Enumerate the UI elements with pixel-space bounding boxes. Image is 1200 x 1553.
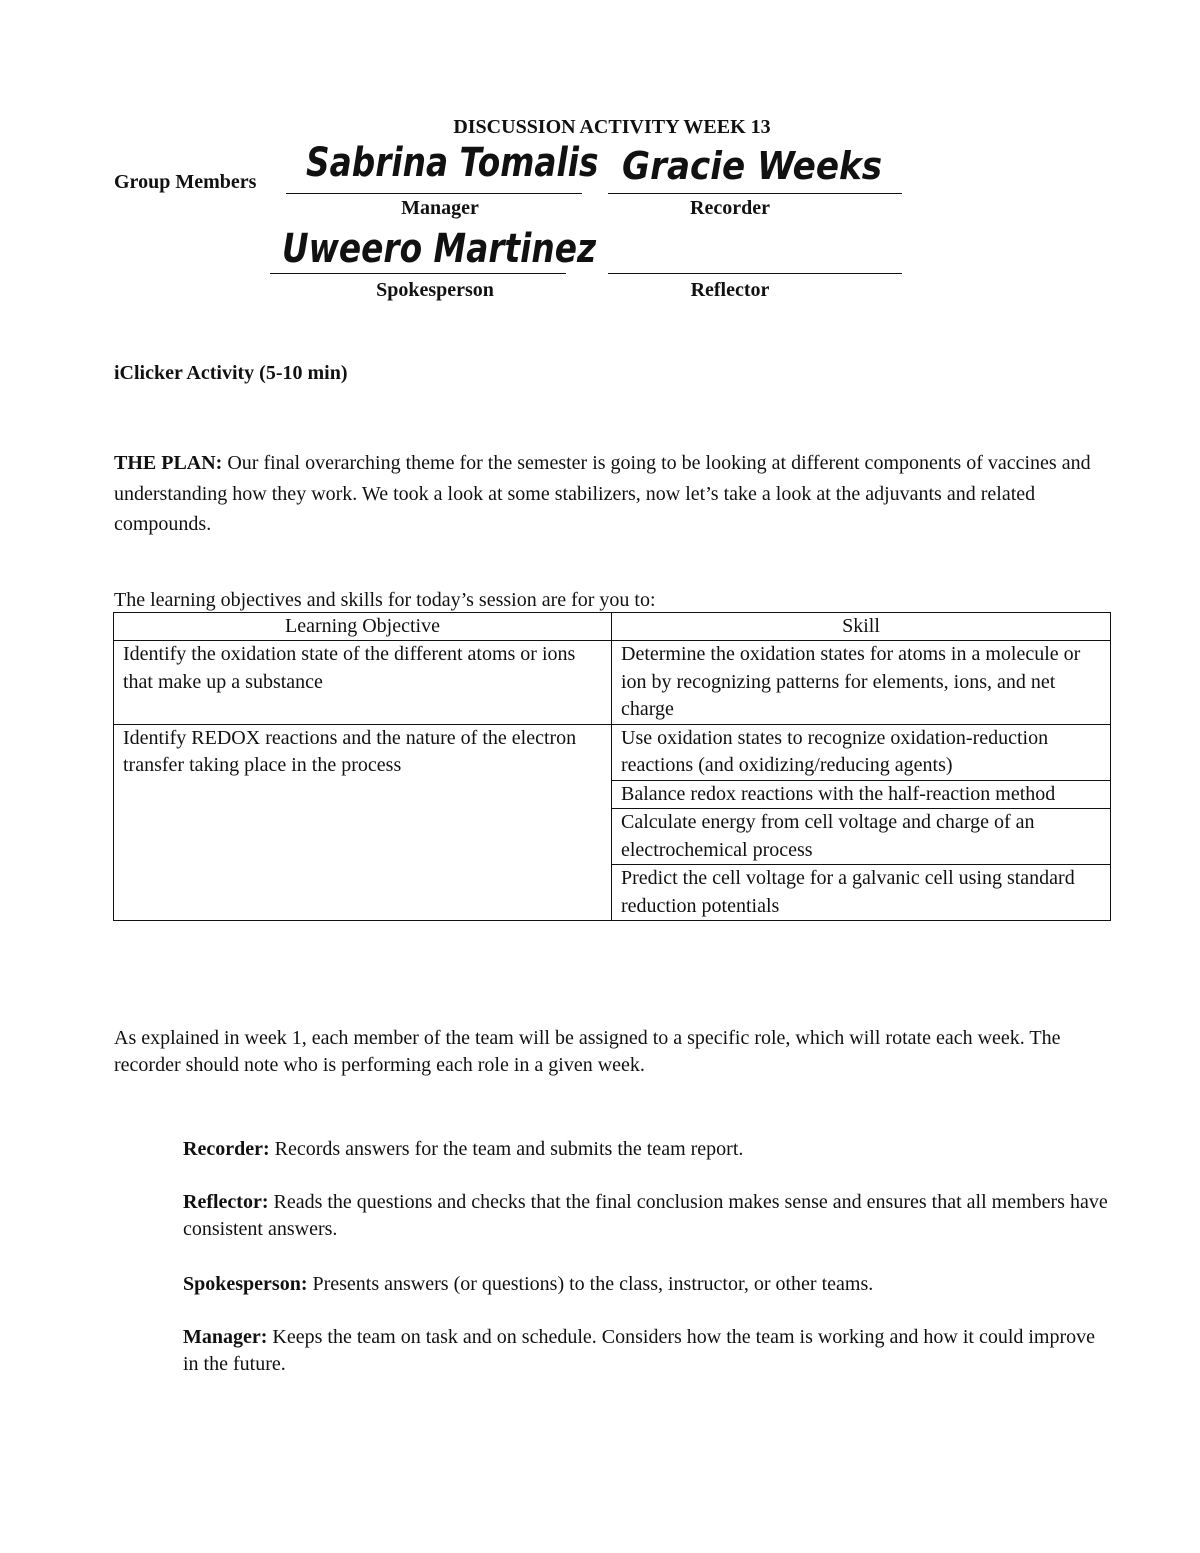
table-header-skill: Skill bbox=[612, 613, 1111, 641]
reflector-signature-line bbox=[608, 273, 902, 274]
spokesperson-signature-line bbox=[270, 273, 566, 274]
role-description-spokesperson bbox=[183, 1271, 1113, 1298]
recorder-signature-line bbox=[608, 193, 902, 194]
role-description-text: Reads the questions and checks that the final conclusion makes sense and ensures that all members have consistent answers. bbox=[183, 1191, 1108, 1240]
table-row bbox=[114, 641, 1111, 725]
group-members-label: Group Members bbox=[114, 171, 257, 193]
role-description-label: Spokesperson: bbox=[183, 1273, 308, 1295]
skill-cell: Use oxidation states to recognize oxidation-reduction reactions (and oxidizing/reducing agents) bbox=[612, 724, 1111, 780]
table-header-objective: Learning Objective bbox=[114, 613, 612, 641]
role-description-manager bbox=[183, 1324, 1113, 1378]
role-description-recorder bbox=[183, 1136, 1113, 1163]
reflector-role-label: Reflector bbox=[690, 279, 770, 301]
plan-text: Our final overarching theme for the semester is going to be looking at different components of vaccines and understanding how they work. We took a look at some stabilizers, now let’s take a look at the adjuvants and related compounds. bbox=[114, 452, 1091, 535]
manager-signature: Sabrina Tomalis bbox=[306, 140, 599, 186]
role-description-label: Manager: bbox=[183, 1326, 268, 1348]
role-description-label: Recorder: bbox=[183, 1138, 270, 1160]
page-title: DISCUSSION ACTIVITY WEEK 13 bbox=[453, 116, 771, 138]
spokesperson-role-label: Spokesperson bbox=[376, 279, 494, 301]
manager-signature-line bbox=[286, 193, 582, 194]
objective-cell: Identify the oxidation state of the different atoms or ions that make up a substance bbox=[114, 641, 612, 725]
skill-cell: Calculate energy from cell voltage and charge of an electrochemical process bbox=[612, 809, 1111, 865]
iclicker-heading: iClicker Activity (5-10 min) bbox=[114, 362, 348, 384]
roles-intro: As explained in week 1, each member of the team will be assigned to a specific role, which will rotate each week. The recorder should note who is performing each role in a given week. bbox=[114, 1027, 1061, 1076]
objectives-intro: The learning objectives and skills for today’s session are for you to: bbox=[114, 589, 656, 611]
recorder-signature: Gracie Weeks bbox=[622, 144, 883, 188]
plan-paragraph bbox=[114, 448, 1114, 540]
recorder-role-label: Recorder bbox=[690, 197, 770, 219]
role-description-label: Reflector: bbox=[183, 1191, 269, 1213]
role-description-reflector bbox=[183, 1189, 1113, 1243]
skill-cell: Balance redox reactions with the half-reaction method bbox=[612, 780, 1111, 809]
skill-cell: Determine the oxidation states for atoms in a molecule or ion by recognizing patterns for elements, ions, and net charge bbox=[612, 641, 1111, 725]
role-description-text: Keeps the team on task and on schedule. Considers how the team is working and how it could improve in the future. bbox=[183, 1326, 1096, 1375]
manager-role-label: Manager bbox=[401, 197, 479, 219]
objective-cell: Identify REDOX reactions and the nature of the electron transfer taking place in the process bbox=[114, 724, 612, 921]
table-row bbox=[114, 724, 1111, 780]
role-description-text: Records answers for the team and submits the team report. bbox=[269, 1138, 744, 1160]
spokesperson-signature: Uweero Martinez bbox=[282, 226, 597, 272]
plan-label: THE PLAN: bbox=[114, 452, 223, 474]
role-description-text: Presents answers (or questions) to the class, instructor, or other teams. bbox=[307, 1273, 874, 1295]
skill-cell: Predict the cell voltage for a galvanic cell using standard reduction potentials bbox=[612, 865, 1111, 921]
objectives-table bbox=[113, 612, 1111, 921]
table-header-row bbox=[114, 613, 1111, 641]
